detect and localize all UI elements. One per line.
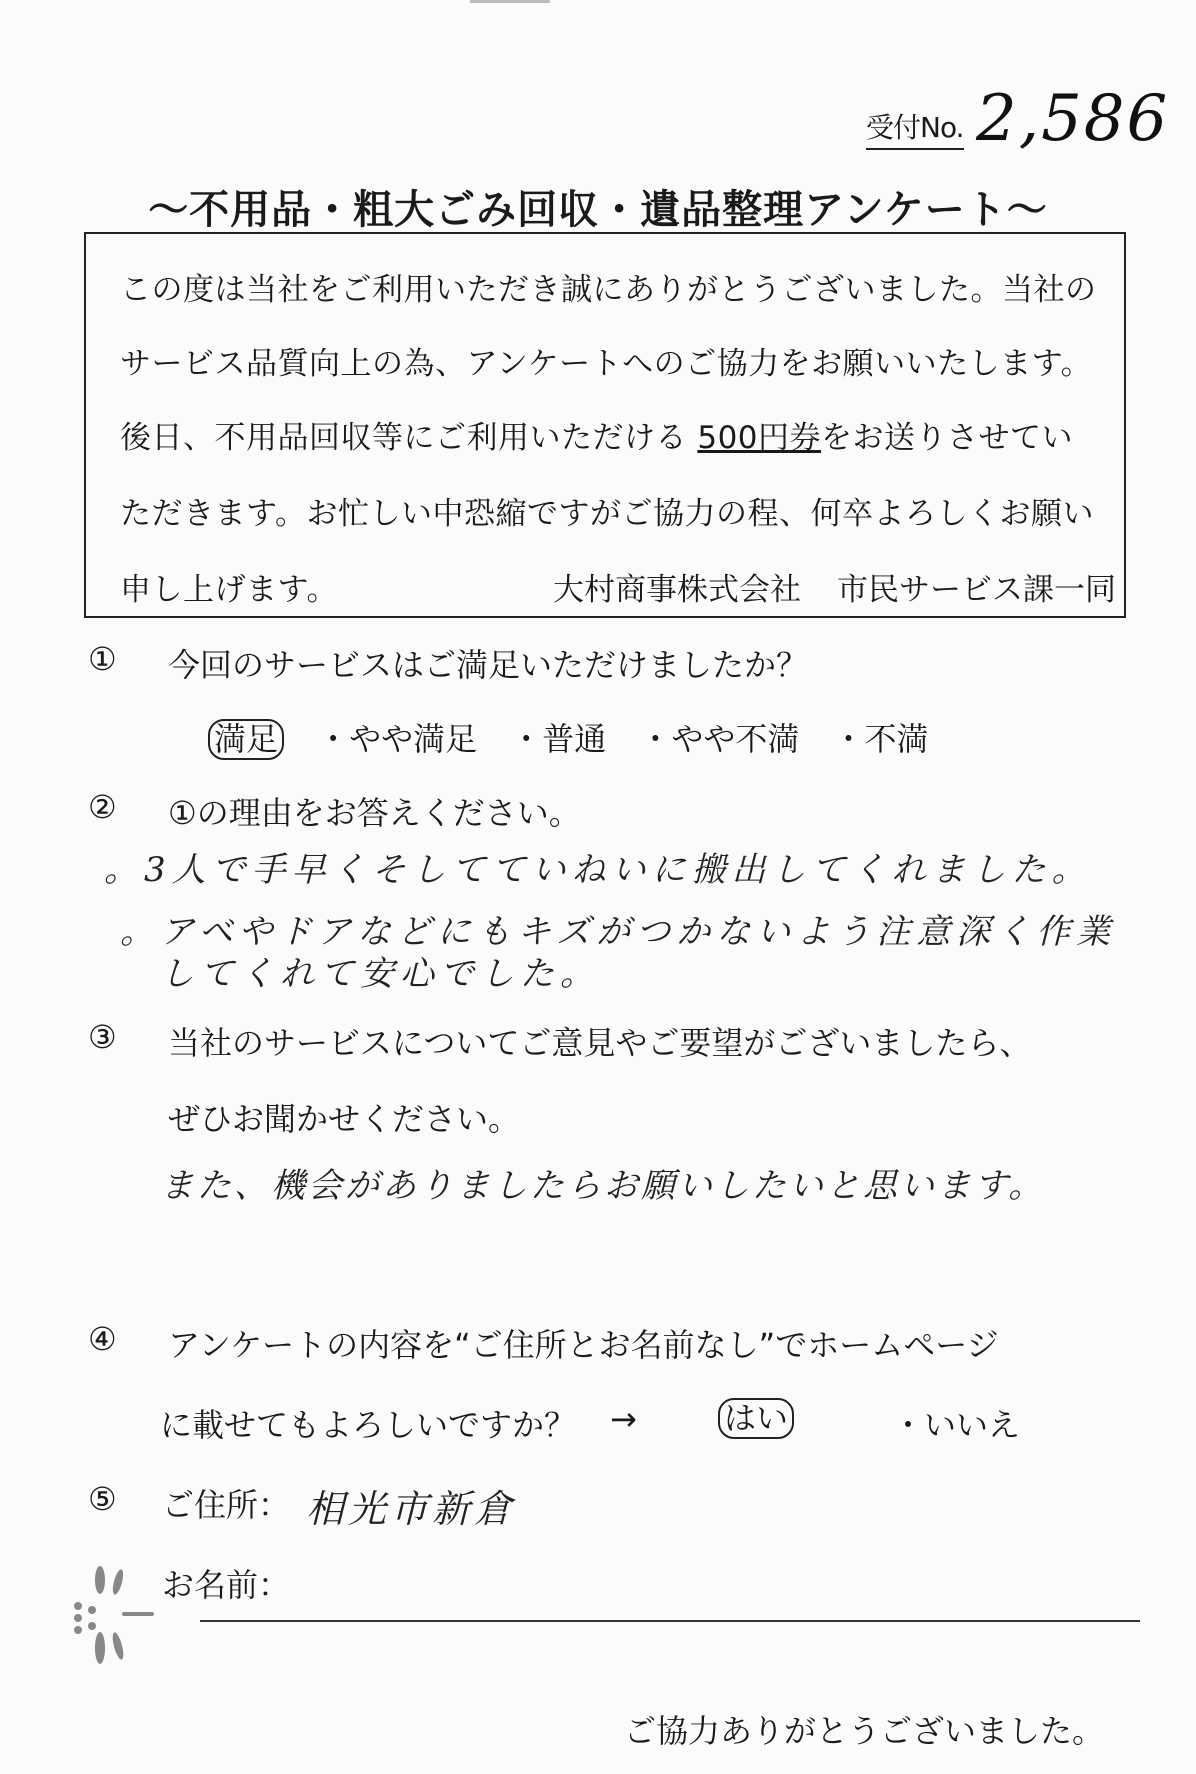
q1-number: ①	[88, 640, 117, 678]
address-label: ご住所：	[162, 1486, 291, 1524]
q4-number: ④	[88, 1320, 117, 1358]
receipt-label: 受付No.	[866, 106, 964, 150]
q4-option-no[interactable]: ・いいえ	[892, 1406, 1021, 1444]
q4-question-line-1: アンケートの内容を“ご住所とお名前なし”でホームページ	[168, 1326, 999, 1364]
q2-question: ①の理由をお答えください。	[168, 794, 581, 832]
voucher-amount: 500円券	[697, 420, 822, 456]
q1-option-somewhat-satisfied[interactable]: ・やや満足	[317, 720, 478, 758]
name-label: お名前：	[162, 1566, 291, 1604]
q2-number: ②	[88, 788, 117, 826]
intro-box	[84, 232, 1126, 618]
q2-answer-line-1: 。3人で手早くそしてていねいに搬出してくれました。	[104, 850, 1092, 890]
q1-option-dissatisfied[interactable]: ・不満	[832, 720, 929, 758]
closing-thanks: ご協力ありがとうございました。	[623, 1712, 1104, 1750]
company-signature	[86, 564, 1116, 609]
q5-number: ⑤	[88, 1480, 117, 1518]
q1-option-somewhat-dissatisfied[interactable]: ・やや不満	[639, 720, 800, 758]
q1-options	[208, 714, 928, 760]
company-name: 大村商事株式会社	[553, 572, 801, 608]
q2-answer-line-3: してくれて安心でした。	[160, 954, 600, 994]
survey-title: ～不用品・粗大ごみ回収・遺品整理アンケート～	[148, 187, 1048, 233]
q4-question-line-2: に載せてもよろしいですか？	[160, 1406, 577, 1444]
q1-question: 今回のサービスはご満足いただけましたか？	[168, 646, 809, 684]
flower-decoration	[70, 1560, 160, 1680]
intro-line-5: 申し上げます。	[120, 572, 339, 608]
intro-line-3	[120, 412, 1073, 457]
intro-line-1: この度は当社をご利用いただき誠にありがとうございました。当社の	[120, 272, 1097, 308]
department-name: 市民サービス課一同	[837, 572, 1116, 608]
q2-answer-line-2: 。アベやドアなどにもキズがつかないよう注意深く作業	[120, 912, 1117, 952]
q4-arrow: →	[610, 1400, 637, 1438]
scan-mark	[470, 0, 550, 3]
receipt-number: 2,586	[976, 82, 1170, 156]
q1-option-satisfied[interactable]: 満足	[208, 719, 284, 760]
q3-answer: また、機会がありましたらお願いしたいと思います。	[160, 1166, 1046, 1206]
q3-question-line-1: 当社のサービスについてご意見やご要望がございましたら、	[168, 1024, 1032, 1062]
name-underline	[200, 1620, 1140, 1622]
receipt-number-block	[866, 82, 1170, 156]
intro-line-3-text: 後日、不用品回収等にご利用いただける	[120, 420, 687, 456]
intro-line-4: ただきます。お忙しい中恐縮ですがご協力の程、何卒よろしくお願い	[120, 496, 1095, 532]
intro-line-2: サービス品質向上の為、アンケートへのご協力をお願いいたします。	[120, 346, 1093, 382]
q4-option-yes[interactable]: はい	[718, 1398, 794, 1439]
q1-option-neutral[interactable]: ・普通	[510, 720, 607, 758]
intro-line-3-suffix: をお送りさせてい	[821, 420, 1074, 456]
address-value: 相光市新倉	[306, 1487, 517, 1531]
q3-number: ③	[88, 1018, 117, 1056]
q3-question-line-2: ぜひお聞かせください。	[168, 1100, 521, 1138]
